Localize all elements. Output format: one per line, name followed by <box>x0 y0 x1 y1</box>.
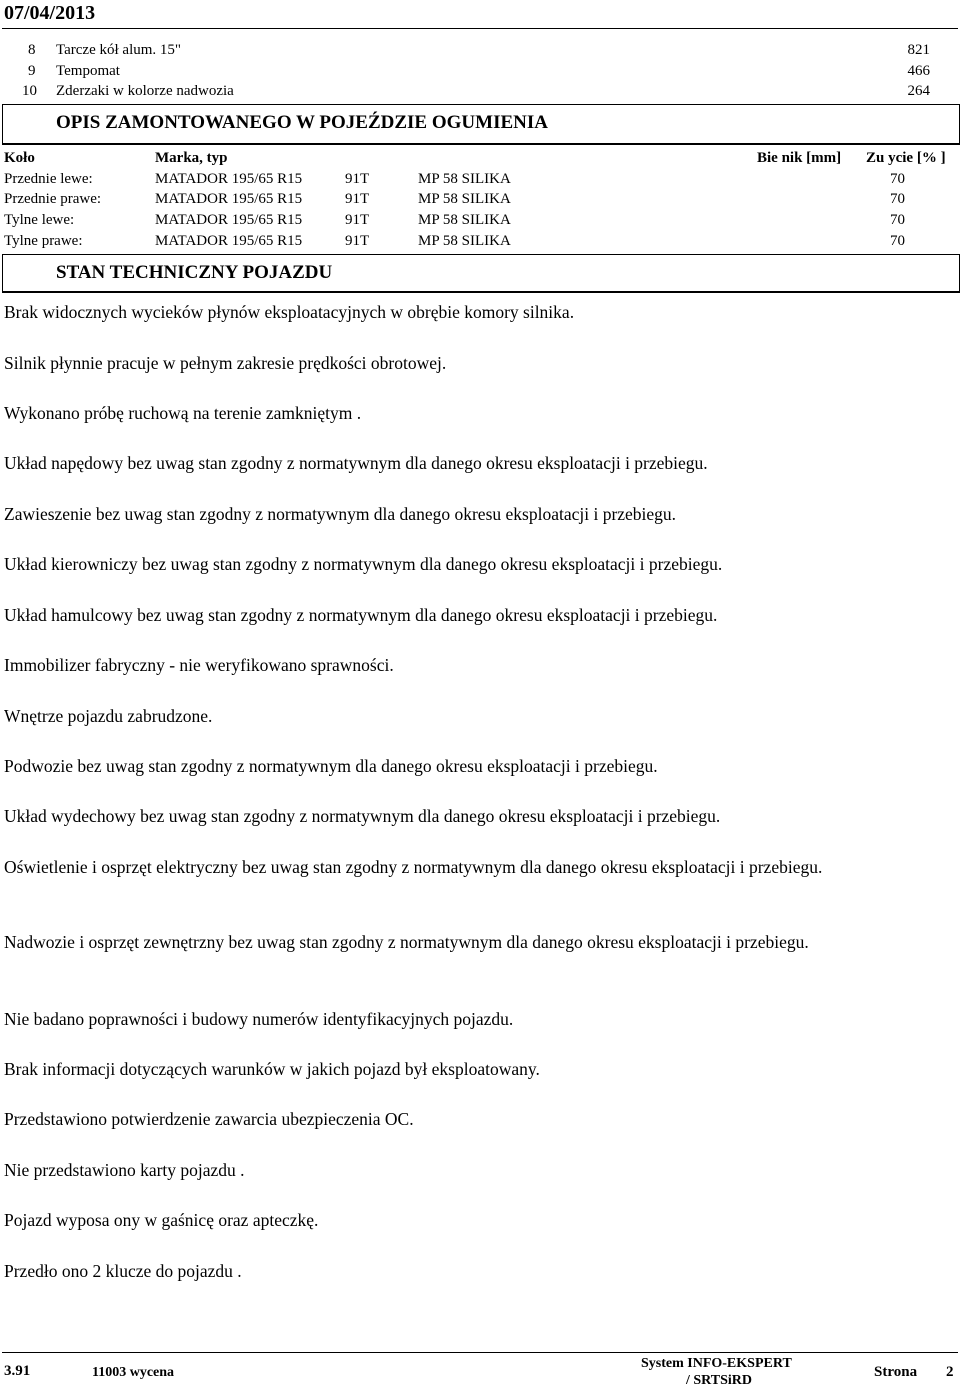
equipment-value: 466 <box>907 63 930 79</box>
condition-note: Nie przedstawiono karty pojazdu . <box>4 1160 245 1180</box>
condition-note: Przedło ono 2 klucze do pojazdu . <box>4 1261 242 1281</box>
tire-brand: MATADOR 195/65 R15 <box>155 233 303 249</box>
footer-case: 11003 wycena <box>92 1365 175 1380</box>
tire-load: 91T <box>345 171 370 187</box>
tire-brand: MATADOR 195/65 R15 <box>155 212 303 228</box>
equipment-name: Zderzaki w kolorze nadwozia <box>56 83 234 99</box>
tire-wheel: Przednie prawe: <box>4 191 102 207</box>
col-header-tread: Bie nik [mm] <box>757 150 842 166</box>
tire-wear: 70 <box>890 233 905 249</box>
condition-note: Układ kierowniczy bez uwag stan zgodny z normatywnym dla danego okresu eksploatacji i przebiegu. <box>4 554 723 574</box>
tire-wear: 70 <box>890 191 905 207</box>
footer-page-number: 2 <box>946 1364 954 1380</box>
condition-note: Układ napędowy bez uwag stan zgodny z normatywnym dla danego okresu eksploatacji i przebiegu. <box>4 453 708 473</box>
footer-system-name: System INFO-EKSPERT <box>641 1356 792 1371</box>
condition-note: Brak informacji dotyczących warunków w jakich pojazd był eksploatowany. <box>4 1059 540 1079</box>
tire-model: MP 58 SILIKA <box>418 212 511 228</box>
condition-note: Nadwozie i osprzęt zewnętrzny bez uwag stan zgodny z normatywnym dla danego okresu eksploatacji i przebiegu. <box>4 932 809 952</box>
tire-wear: 70 <box>890 171 905 187</box>
equipment-name: Tarcze kół alum. 15" <box>56 42 182 58</box>
equipment-no: 8 <box>28 42 36 58</box>
tire-load: 91T <box>345 191 370 207</box>
report-date: 07/04/2013 <box>4 2 96 24</box>
tire-model: MP 58 SILIKA <box>418 191 511 207</box>
tires-section-title: OPIS ZAMONTOWANEGO W POJEŹDZIE OGUMIENIA <box>56 112 548 133</box>
tire-wheel: Tylne prawe: <box>4 233 83 249</box>
tire-wear: 70 <box>890 212 905 228</box>
footer-divider <box>2 1352 958 1353</box>
col-header-brand: Marka, typ <box>155 150 228 166</box>
condition-note: Podwozie bez uwag stan zgodny z normatywnym dla danego okresu eksploatacji i przebiegu. <box>4 756 658 776</box>
footer-system-sub: / SRTSiRD <box>686 1373 753 1388</box>
equipment-name: Tempomat <box>56 63 120 79</box>
condition-note: Układ wydechowy bez uwag stan zgodny z normatywnym dla danego okresu eksploatacji i przebiegu. <box>4 806 721 826</box>
condition-note: Nie badano poprawności i budowy numerów identyfikacyjnych pojazdu. <box>4 1009 514 1029</box>
col-header-wheel: Koło <box>4 150 35 166</box>
tire-brand: MATADOR 195/65 R15 <box>155 191 303 207</box>
equipment-no: 9 <box>28 63 36 79</box>
equipment-value: 821 <box>907 42 930 58</box>
condition-note: Przedstawiono potwierdzenie zawarcia ubezpieczenia OC. <box>4 1109 414 1129</box>
col-header-wear: Zu ycie [% ] <box>866 150 946 166</box>
equipment-no: 10 <box>22 83 37 99</box>
condition-note: Wykonano próbę ruchową na terenie zamkniętym . <box>4 403 362 423</box>
footer-page-label: Strona <box>874 1364 918 1380</box>
header-divider <box>2 28 958 29</box>
tire-model: MP 58 SILIKA <box>418 171 511 187</box>
condition-note: Wnętrze pojazdu zabrudzone. <box>4 706 213 726</box>
condition-note: Brak widocznych wycieków płynów eksploatacyjnych w obrębie komory silnika. <box>4 302 575 322</box>
condition-note: Zawieszenie bez uwag stan zgodny z normatywnym dla danego okresu eksploatacji i przebiegu. <box>4 504 677 524</box>
tire-model: MP 58 SILIKA <box>418 233 511 249</box>
tire-wheel: Tylne lewe: <box>4 212 75 228</box>
footer-version: 3.91 <box>4 1363 31 1379</box>
tire-load: 91T <box>345 212 370 228</box>
equipment-value: 264 <box>907 83 930 99</box>
condition-note: Pojazd wyposa ony w gaśnicę oraz apteczkę. <box>4 1210 319 1230</box>
tire-load: 91T <box>345 233 370 249</box>
tire-brand: MATADOR 195/65 R15 <box>155 171 303 187</box>
condition-note: Immobilizer fabryczny - nie weryfikowano sprawności. <box>4 655 394 675</box>
condition-note: Układ hamulcowy bez uwag stan zgodny z normatywnym dla danego okresu eksploatacji i przebiegu. <box>4 605 718 625</box>
condition-section-title: STAN TECHNICZNY POJAZDU <box>56 262 333 283</box>
condition-note: Silnik płynnie pracuje w pełnym zakresie prędkości obrotowej. <box>4 353 447 373</box>
condition-note: Oświetlenie i osprzęt elektryczny bez uwag stan zgodny z normatywnym dla danego okresu eksploatacji i przebiegu. <box>4 857 823 877</box>
tire-wheel: Przednie lewe: <box>4 171 93 187</box>
